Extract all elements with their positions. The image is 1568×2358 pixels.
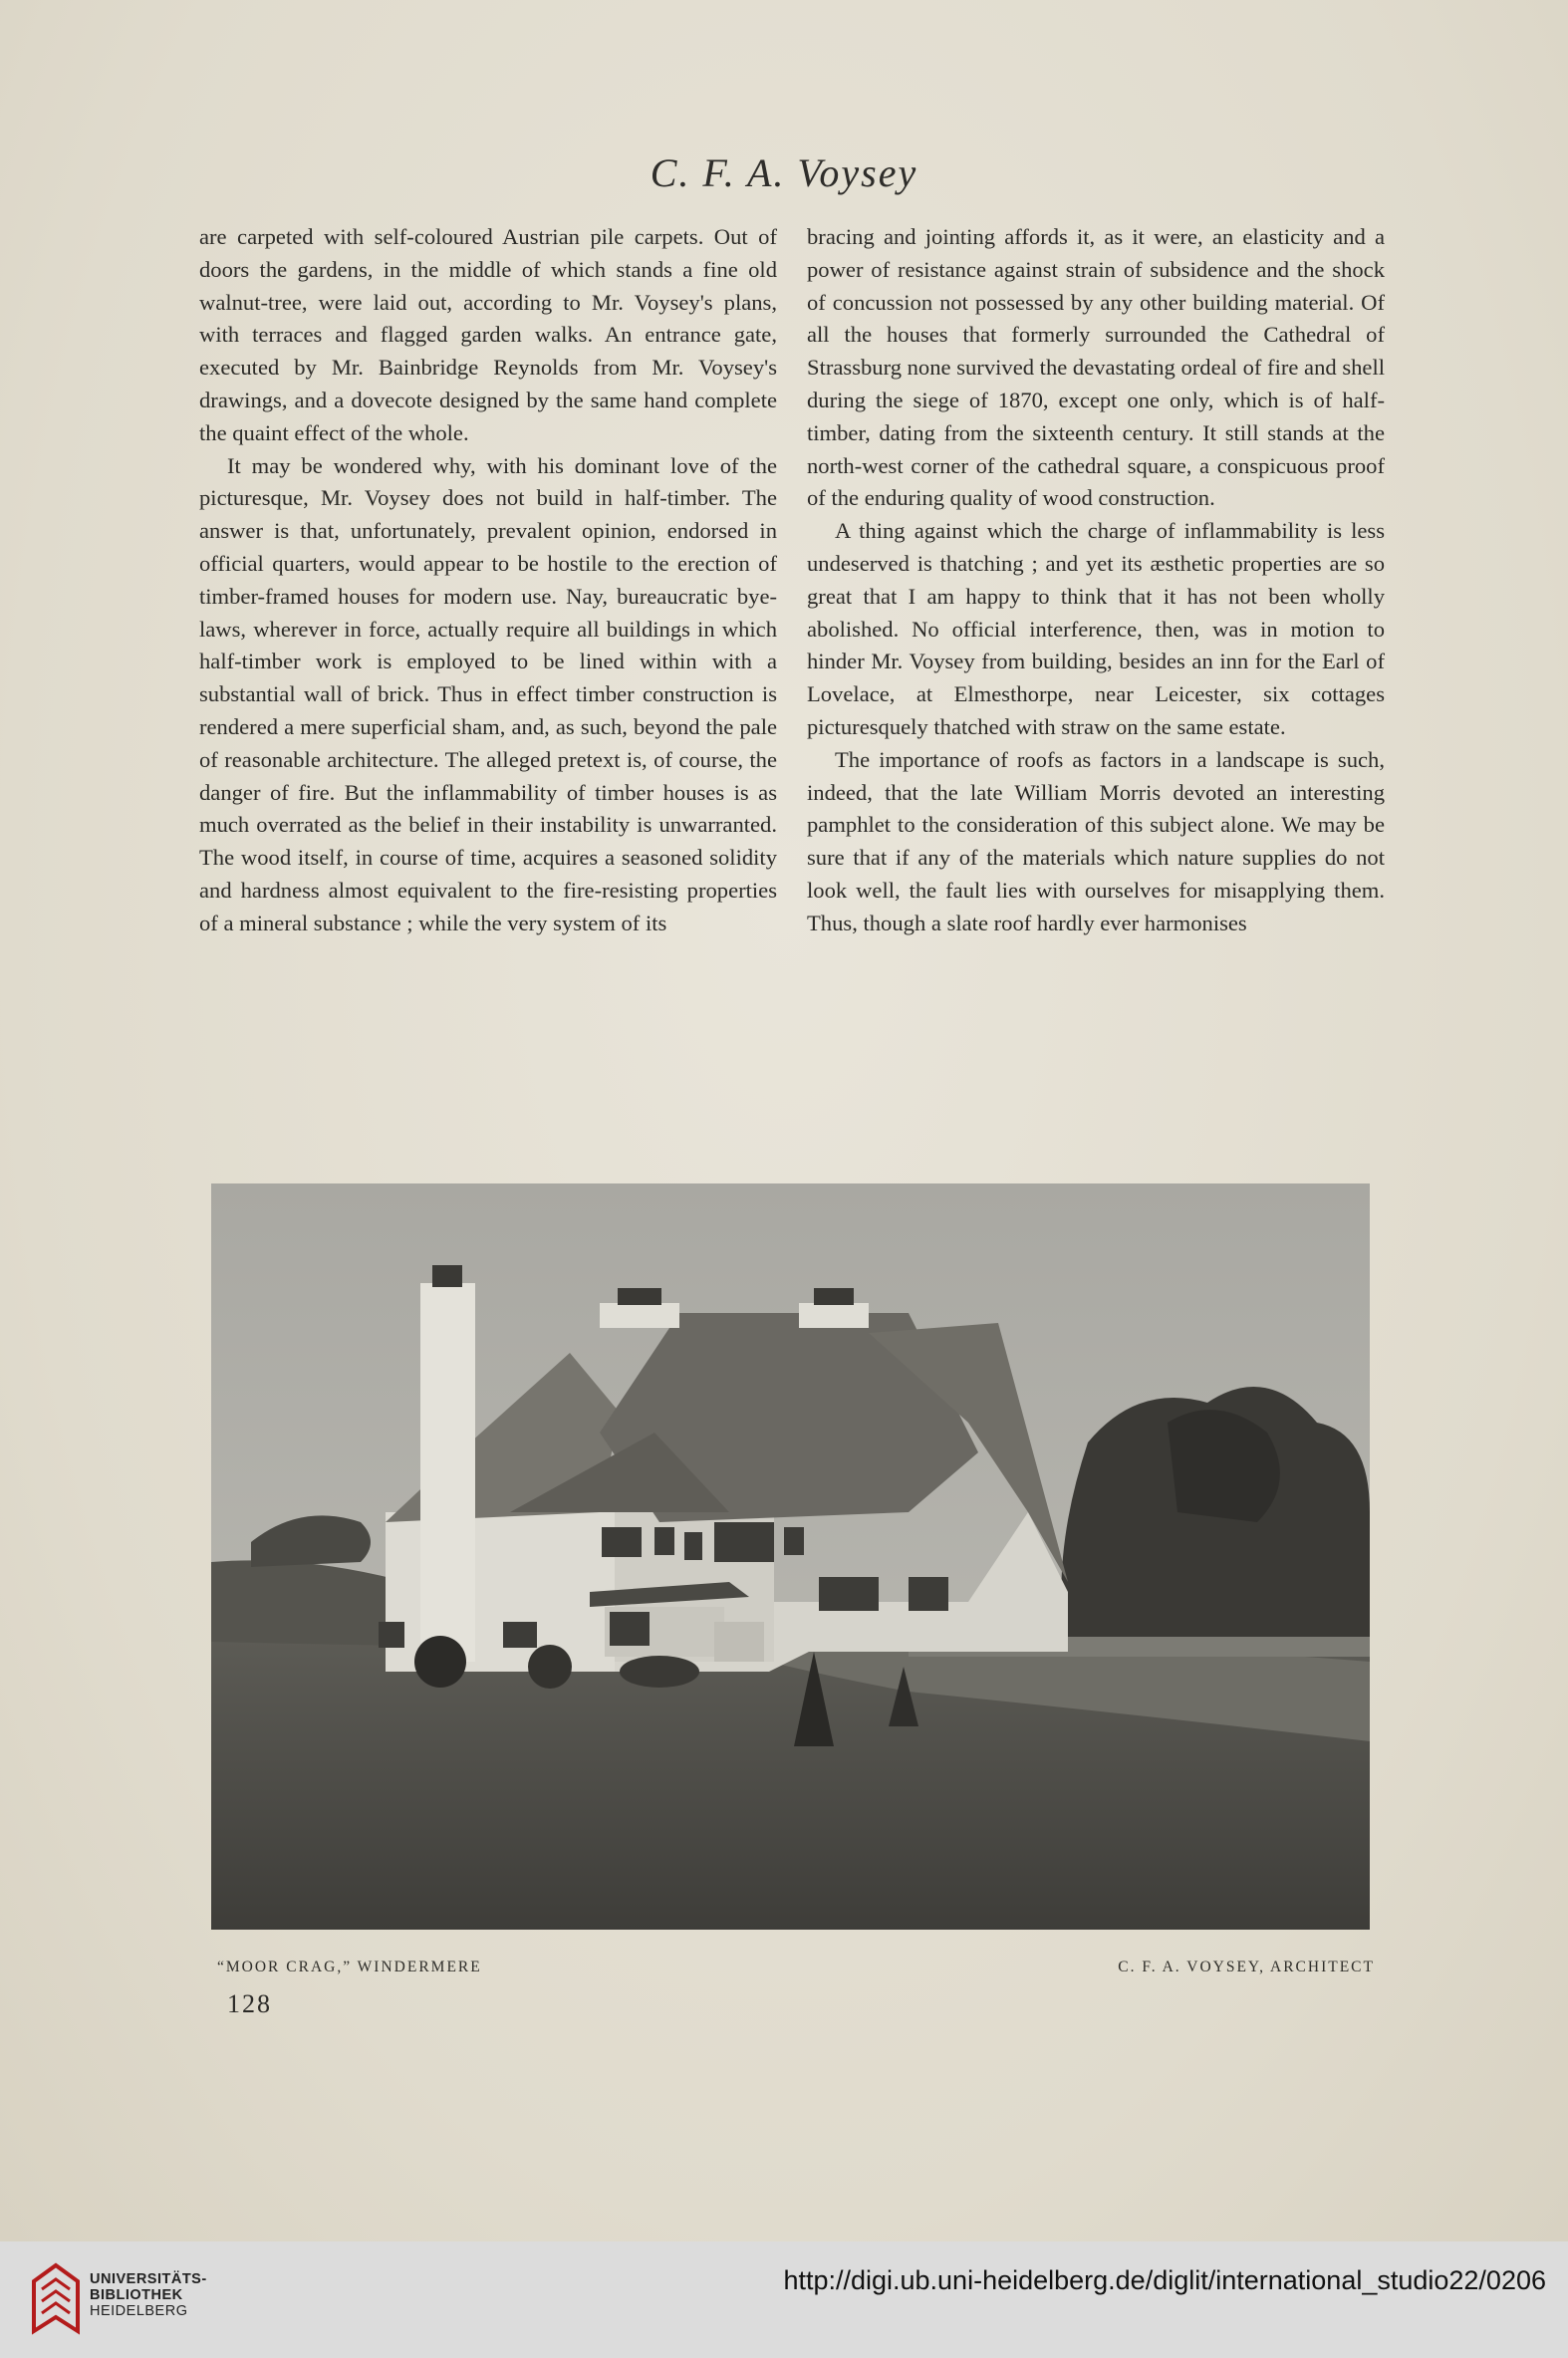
text-column-right — [807, 221, 1385, 940]
plate-caption-architect: C. F. A. VOYSEY, ARCHITECT — [1118, 1959, 1375, 1975]
library-footer — [0, 2241, 1568, 2358]
source-url-link[interactable]: http://digi.ub.uni-heidelberg.de/diglit/international_studio22/0206 — [783, 2265, 1546, 2295]
paragraph: bracing and jointing affords it, as it were, an elasticity and a power of resistance against strain of subsidence and the shock of concussion not possessed by any other building material. Of all the houses that formerly surrounded the Cathedral of Strassburg none survived the devastating ordeal of fire and shell during the siege of 1870, except one only, which is of half-timber, dating from the sixteenth century. It still stands at the north-west corner of the cathedral square, a conspicuous proof of the enduring quality of wood construction. — [807, 224, 1385, 511]
running-head: C. F. A. Voysey — [650, 150, 918, 195]
library-name — [90, 2271, 207, 2319]
text-column-left — [199, 221, 777, 940]
library-name-line: BIBLIOTHEK — [90, 2287, 183, 2303]
library-logo-icon — [30, 2261, 82, 2335]
paragraph: are carpeted with self-coloured Austrian pile carpets. Out of doors the gardens, in the middle of which stands a fine old walnut-tree, were laid out, according to Mr. Voysey's plans, with terraces and flagged garden walks. An entrance gate, executed by Mr. Bainbridge Reynolds from Mr. Voysey's drawings, and a dovecote designed by the same hand complete the quaint effect of the whole. — [199, 224, 777, 445]
library-name-line: HEIDELBERG — [90, 2303, 188, 2319]
paragraph: The importance of roofs as factors in a landscape is such, indeed, that the late William Morris devoted an interesting pamphlet to the consideration of this subject alone. We may be sure that if any of the materials which nature supplies do not look well, the fault lies with ourselves for misapplying them. Thus, though a slate roof hardly ever harmonises — [807, 746, 1385, 935]
house-photograph — [211, 1183, 1370, 1930]
plate-caption-title: “MOOR CRAG,” WINDERMERE — [217, 1959, 482, 1975]
library-name-line: UNIVERSITÄTS- — [90, 2271, 207, 2287]
paragraph: It may be wondered why, with his dominant love of the picturesque, Mr. Voysey does not build in half-timber. The answer is that, unfortunately, prevalent opinion, endorsed in official quarters, would appear to be hostile to the erection of timber-framed houses for modern use. Nay, bureaucratic bye-laws, wherever in force, actually require all buildings in which half-timber work is employed to be lined within with a substantial wall of brick. Thus in effect timber construction is rendered a mere superficial sham, and, as such, beyond the pale of reasonable architecture. The alleged pretext is, of course, the danger of fire. But the inflammability of timber houses is as much overrated as the belief in their instability is unwarranted. The wood itself, in course of time, acquires a seasoned solidity and hardness almost equivalent to the fire-resisting properties of a mineral substance ; while the very system of its — [199, 452, 777, 935]
paragraph: A thing against which the charge of inflammability is less undeserved is thatching ; and yet its æsthetic properties are so great that I am happy to think that it has not been wholly abolished. No official interference, then, was in motion to hinder Mr. Voysey from building, besides an inn for the Earl of Lovelace, at Elmesthorpe, near Leicester, six cottages picturesquely thatched with straw on the same estate. — [807, 518, 1385, 739]
page-number: 128 — [227, 1989, 272, 2018]
